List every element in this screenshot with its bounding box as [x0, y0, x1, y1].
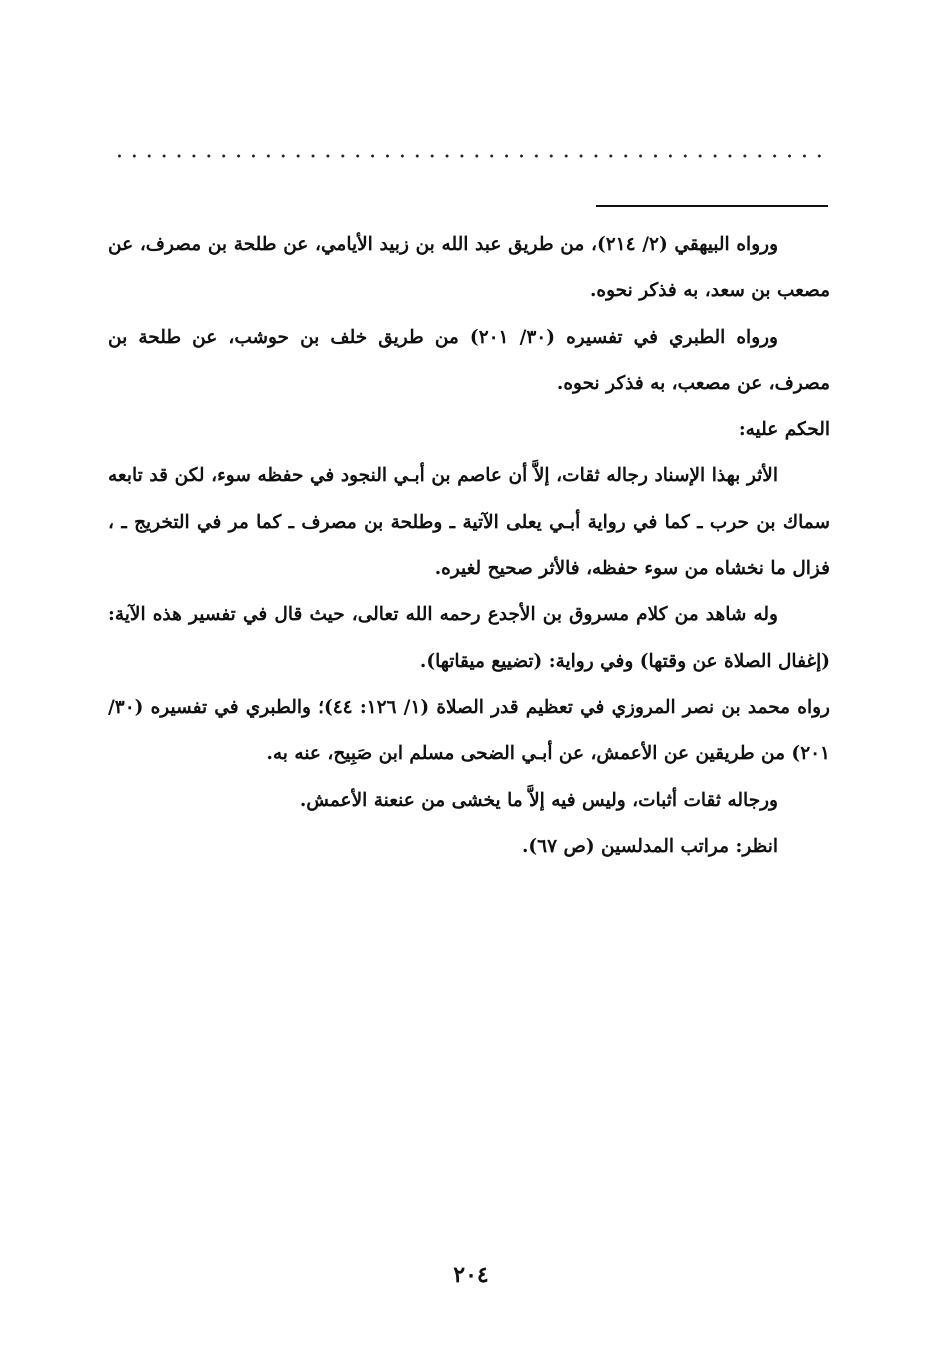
ruling-heading: الحكم عليه:: [738, 419, 830, 441]
paragraph-witness: وله شاهد من كلام مسروق بن الأجدع رحمه الله تعالى، حيث قال في تفسير هذه الآية: (إغفال الصلاة عن وقتها) وفي رواية: (تضييع ميقاتها).: [108, 604, 830, 672]
paragraph-ruling: الأثر بهذا الإسناد رجاله ثقات، إلاَّ أن عاصم بن أبـي النجود في حفظه سوء، لكن قد تابعه سماك بن حرب ـ كما في رواية أبـي يعلى الآتية ـ وطلحة بن مصرف ـ كما مر في التخريج ـ ، فزال ما نخشاه من سوء حفظه، فالأثر صحيح لغيره.: [108, 465, 830, 580]
dotted-separator: [112, 154, 828, 158]
paragraph-reference: انظر: مراتب المدلسين (ص ٦٧).: [521, 835, 778, 857]
page-number: ٢٠٤: [453, 1262, 489, 1288]
paragraph-tabari: ورواه الطبري في تفسيره (٣٠/ ٢٠١) من طريق خلف بن حوشب، عن طلحة بن مصرف، عن مصعب، به فذكر نحوه.: [108, 326, 830, 394]
paragraph-marwazi: رواه محمد بن نصر المروزي في تعظيم قدر الصلاة (١/ ١٢٦: ٤٤)؛ والطبري في تفسيره (٣٠/ ٢٠١) من طريقين عن الأعمش، عن أبـي الضحى مسلم ابن صَبِيح، عنه به.: [108, 696, 830, 765]
paragraph-bayhaqi: ورواه البيهقي (٢/ ٢١٤)، من طريق عبد الله بن زبيد الأيامي، عن طلحة بن مصرف، عن مصعب بن سعد، به فذكر نحوه.: [108, 234, 830, 302]
paragraph-narrators: ورجاله ثقات أثبات، وليس فيه إلاَّ ما يخشى من عنعنة الأعمش.: [299, 789, 778, 811]
footnote-rule: [596, 205, 828, 207]
footnote-text: [108, 222, 830, 870]
